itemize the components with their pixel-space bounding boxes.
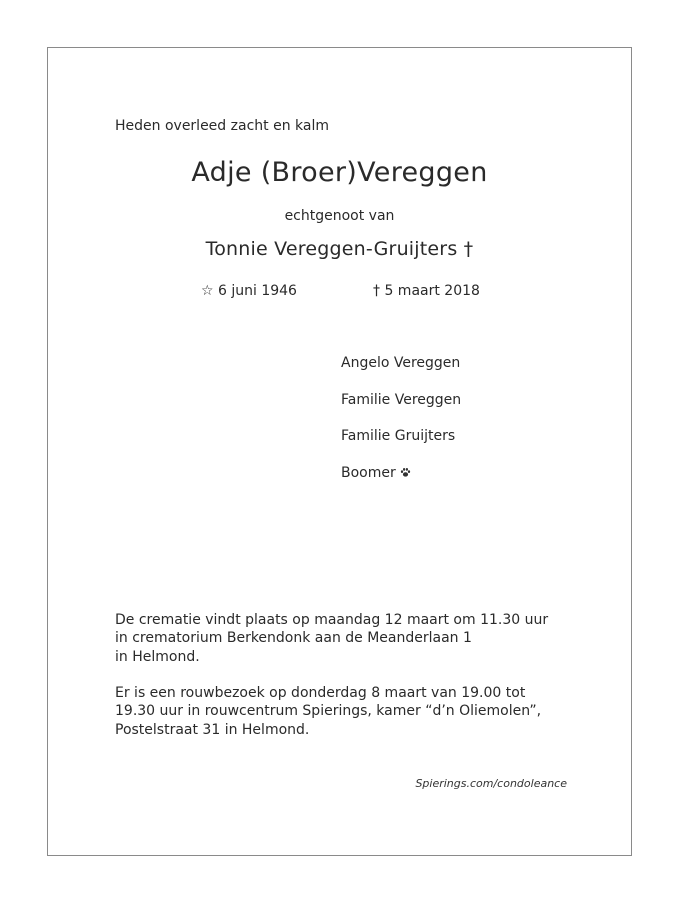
mourner-name: Angelo Vereggen: [341, 355, 461, 371]
mourner-name: Familie Gruijters: [341, 428, 456, 444]
intro-text: Heden overleed zacht en kalm: [115, 118, 329, 134]
mourner-item: [341, 390, 461, 427]
visitation-line: 19.30 uur in rouwcentrum Spierings, kamer “d’n Oliemolen”,: [115, 703, 542, 720]
mourner-item: [341, 353, 461, 390]
spouse-intro: echtgenoot van: [284, 208, 395, 224]
cremation-line: in Helmond.: [115, 648, 200, 665]
cremation-line: De crematie vindt plaats op maandag 12 maart om 11.30 uur: [115, 612, 549, 628]
birth-date: ☆ 6 juni 1946: [201, 283, 297, 299]
cremation-paragraph: [115, 611, 548, 666]
cremation-line: in crematorium Berkendonk aan de Meanderlaan 1: [115, 630, 472, 647]
condolence-link[interactable]: Spierings.com/condoleance: [415, 777, 567, 790]
visitation-line: Er is een rouwbezoek op donderdag 8 maart van 19.00 tot: [115, 685, 526, 701]
mourners-list: [341, 353, 461, 499]
paw-print-icon: [400, 467, 411, 478]
obituary-card: [47, 47, 632, 856]
mourner-name: Boomer: [341, 464, 396, 481]
mourner-name: Familie Vereggen: [341, 391, 462, 408]
mourner-item: [341, 426, 461, 463]
visitation-line: Postelstraat 31 in Helmond.: [115, 721, 310, 738]
mourner-item: [341, 463, 461, 500]
death-date: † 5 maart 2018: [373, 283, 480, 299]
spouse-name: Tonnie Vereggen-Gruijters †: [205, 238, 474, 260]
deceased-name: Adje (Broer)Vereggen: [191, 157, 488, 188]
visitation-paragraph: [115, 684, 541, 739]
